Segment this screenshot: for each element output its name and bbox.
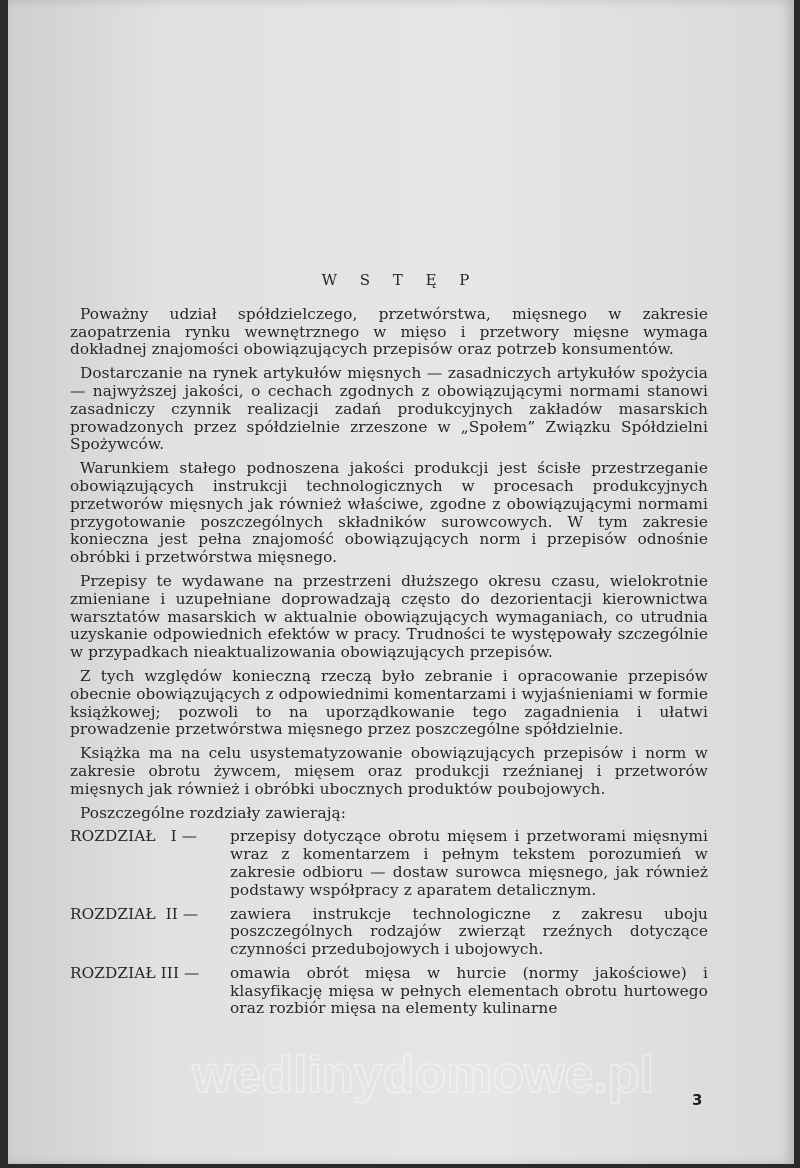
page-number: 3 <box>692 1091 703 1109</box>
page-content <box>70 272 708 1024</box>
chapter-label: ROZDZIAŁ II — <box>70 904 199 923</box>
chapter-entry-2 <box>70 906 708 959</box>
chapter-label: ROZDZIAŁ I — <box>70 827 198 846</box>
paragraph-5: Z tych względów konieczną rzeczą było zebranie i opracowanie przepisów obecnie obowiązujących z odpowiednimi komentarzami i wyjaśnieniami w formie książkowej; pozwoli to na uporządkowanie tego zagadnienia i ułatwi prowadzenie przetwórstwa mięsnego przez poszczególne spółdzielnie. <box>70 666 708 739</box>
paragraph-1: Poważny udział spółdzielczego, przetwórstwa, mięsnego w zakresie zaopatrzenia rynku wewnętrznego w mięso i przetwory mięsne wymaga dokładnej znajomości obowiązujących przepisów oraz potrzeb konsumentów. <box>70 304 708 359</box>
chapter-entry-1 <box>70 828 708 899</box>
chapter-label: ROZDZIAŁ III — <box>70 963 200 982</box>
paragraph-3: Warunkiem stałego podnoszena jakości produkcji jest ścisłe przestrzeganie obowiązujących instrukcji technologicznych w procesach produkcyjnych przetworów mięsnych jak również właściwe, zgodne z obowiązującymi normami przygotowanie poszczególnych składników surowcowych. W tym zakresie konieczna jest pełna znajomość obowiązujących norm i przepisów odnośnie obróbki i przetwórstwa mięsnego. <box>70 459 708 567</box>
document-page <box>8 0 794 1164</box>
chapter-description: przepisy dotyczące obrotu mięsem i przetworami mięsnymi wraz z komentarzem i pełnym tekstem porozumień w zakresie odbioru — dostaw surowca mięsnego, jak również podstawy współpracy z aparatem detalicznym. <box>230 827 708 899</box>
chapter-title: W S T Ę P <box>321 271 479 289</box>
paragraph-6: Książka ma na celu usystematyzowanie obowiązujących przepisów i norm w zakresie obrotu żywcem, mięsem oraz produkcji rzeźnianej i przetworów mięsnych jak również i obróbki ubocznych produktów poubojowych. <box>70 744 708 798</box>
watermark-text: wedlinydomowe.pl <box>191 1048 655 1104</box>
watermark-logo <box>103 1048 743 1108</box>
paragraph-4: Przepisy te wydawane na przestrzeni dłuższego okresu czasu, wielokrotnie zmieniane i uzupełniane doprowadzają często do dezorientacji kierownictwa warsztatów masarskich w aktualnie obowiązujących wymaganiach, co utrudnia uzyskanie odpowiednich efektów w pracy. Trudności te występowały szczególnie w przypadkach nieaktualizowania obowiązujących przepisów. <box>70 571 708 662</box>
paragraph-2: Dostarczanie na rynek artykułów mięsnych — zasadniczych artykułów spożycia — najwyższej jakości, o cechach zgodnych z obowiązującymi normami stanowi zasadniczy czynnik realizacji zadań produkcyjnych zakładów masarskich prowadzonych przez spółdzielnie zrzeszone w „Społem” Związku Spółdzielni Spożywców. <box>70 364 708 454</box>
chapter-entry-3 <box>70 965 708 1018</box>
chapter-description: omawia obrót mięsa w hurcie (normy jakościowe) i klasyfikację mięsa w pełnych elementach obrotu hurtowego oraz rozbiór mięsa na elementy kulinarne <box>230 963 708 1018</box>
chapters-intro: Poszczególne rozdziały zawierają: <box>80 803 347 822</box>
chapter-description: zawiera instrukcje technologiczne z zakresu uboju poszczególnych rodzajów zwierząt rzeźnych dotyczące czynności przedubojowych i ubojowych. <box>230 904 708 959</box>
